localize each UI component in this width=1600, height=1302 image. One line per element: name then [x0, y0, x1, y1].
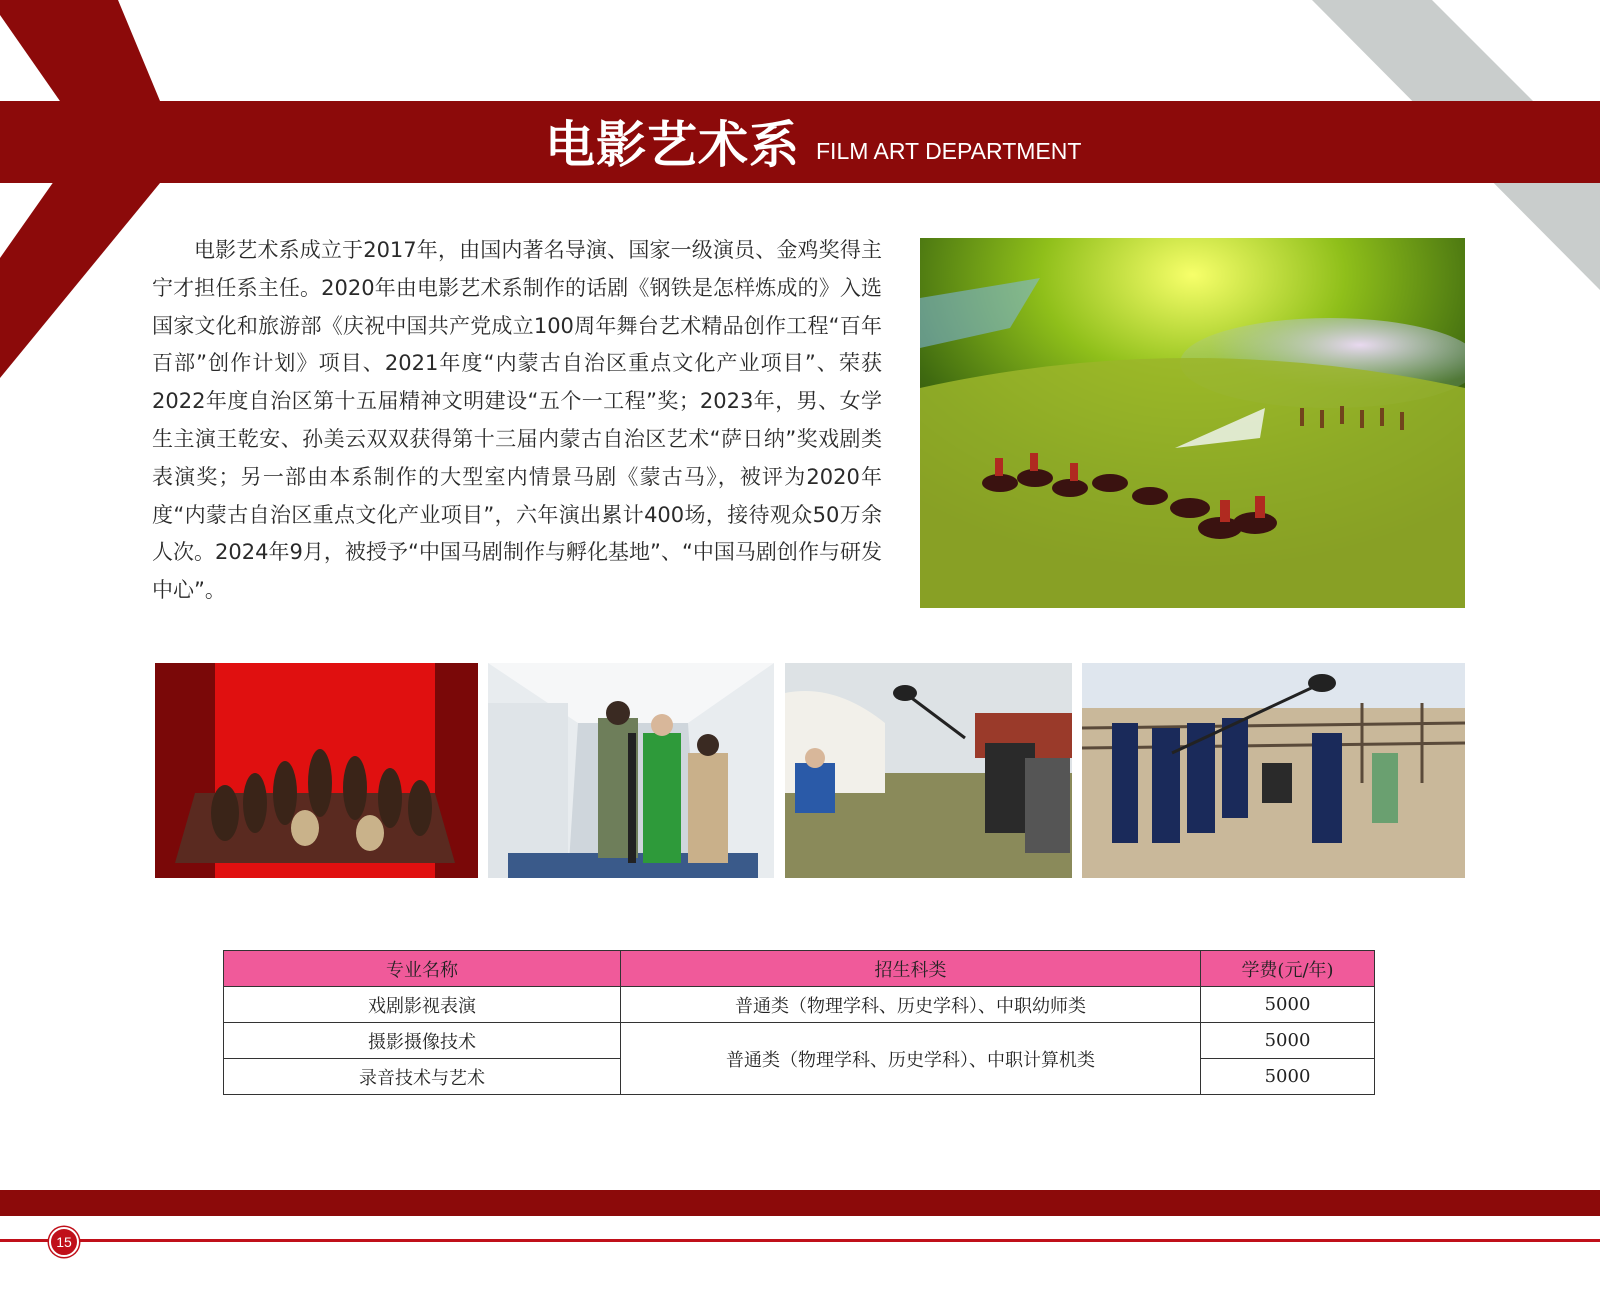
page-number: 15: [49, 1227, 79, 1257]
page-title: [545, 106, 1081, 180]
table-row: [224, 987, 1375, 1023]
fee-cell: 5000: [1201, 1023, 1375, 1059]
category-cell: 普通类（物理学科、历史学科）、中职幼师类: [621, 987, 1201, 1023]
title-chinese: 电影艺术系: [545, 116, 800, 174]
stage-play-photo: [155, 663, 478, 878]
column-header: 招生科类: [621, 951, 1201, 987]
intro-paragraph: 电影艺术系成立于2017年，由国内著名导演、国家一级演员、金鸡奖得主宁才担任系主任。2020年由电影艺术系制作的话剧《钢铁是怎样炼成的》入选国家文化和旅游部《庆祝中国共产党成立100周年舞台艺术精品创作工程“百年百部”创作计划》项目、2021年度“内蒙古自治区重点文化产业项目”、荣获2022年度自治区第十五届精神文明建设“五个一工程”奖；2023年，男、女学生主演王乾安、孙美云双双获得第十三届内蒙古自治区艺术“萨日纳”奖戏剧类表演奖；另一部由本系制作的大型室内情景马剧《蒙古马》，被评为2020年度“内蒙古自治区重点文化产业项目”，六年演出累计400场，接待观众50万余人次。2024年9月，被授予“中国马剧制作与孵化基地”、“中国马剧创作与研发中心”。: [152, 238, 882, 603]
enrollment-table: [223, 950, 1375, 1095]
footer-bar: [0, 1190, 1600, 1216]
horse-show-photo: [920, 238, 1465, 608]
table-header-row: [224, 951, 1375, 987]
table-row: [224, 1023, 1375, 1059]
outdoor-yurt-filming-photo: [785, 663, 1072, 878]
title-english: FILM ART DEPARTMENT: [816, 138, 1082, 164]
major-cell: 录音技术与艺术: [224, 1059, 621, 1095]
major-cell: 摄影摄像技术: [224, 1023, 621, 1059]
filming-corridor-photo: [488, 663, 774, 878]
category-cell: 普通类（物理学科、历史学科）、中职计算机类: [621, 1023, 1201, 1095]
footer-line: [0, 1239, 1600, 1242]
column-header: 学费(元/年): [1201, 951, 1375, 987]
major-cell: 戏剧影视表演: [224, 987, 621, 1023]
fee-cell: 5000: [1201, 1059, 1375, 1095]
outdoor-corral-filming-photo: [1082, 663, 1465, 878]
column-header: 专业名称: [224, 951, 621, 987]
fee-cell: 5000: [1201, 987, 1375, 1023]
